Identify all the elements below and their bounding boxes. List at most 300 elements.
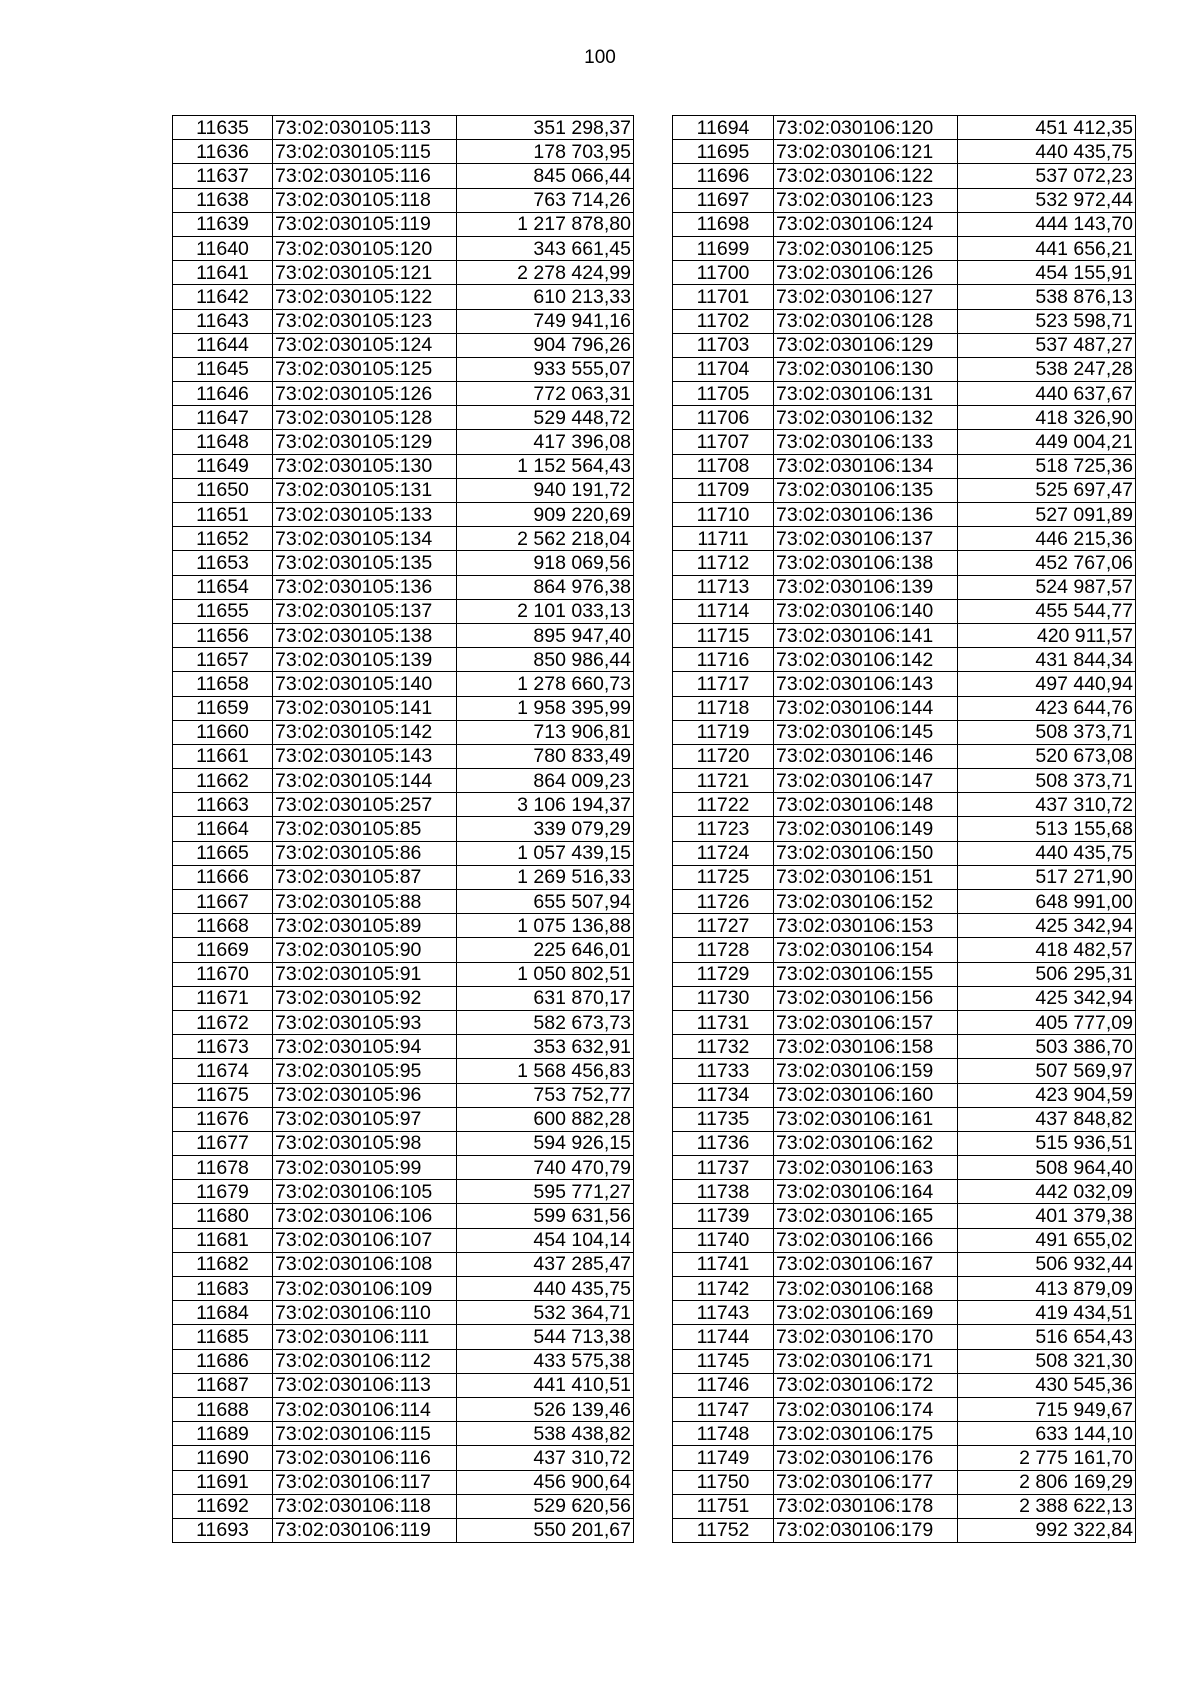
cadastral-value: 713 906,81 — [457, 720, 634, 744]
cadastral-value: 339 079,29 — [457, 817, 634, 841]
cadastral-number: 73:02:030105:124 — [273, 333, 457, 357]
cadastral-value: 933 555,07 — [457, 357, 634, 381]
cadastral-number: 73:02:030106:138 — [774, 551, 958, 575]
table-row — [173, 1156, 634, 1180]
row-number: 11707 — [673, 430, 774, 454]
cadastral-number: 73:02:030106:144 — [774, 696, 958, 720]
table-row — [673, 1373, 1136, 1397]
row-number: 11703 — [673, 333, 774, 357]
table-row — [673, 454, 1136, 478]
cadastral-number: 73:02:030105:85 — [273, 817, 457, 841]
row-number: 11716 — [673, 648, 774, 672]
cadastral-number: 73:02:030106:151 — [774, 865, 958, 889]
cadastral-value: 418 482,57 — [958, 938, 1136, 962]
table-row — [673, 261, 1136, 285]
cadastral-value: 582 673,73 — [457, 1010, 634, 1034]
cadastral-number: 73:02:030106:122 — [774, 164, 958, 188]
cadastral-value: 1 278 660,73 — [457, 672, 634, 696]
table-row — [673, 503, 1136, 527]
table-row — [173, 1349, 634, 1373]
cadastral-value: 1 075 136,88 — [457, 914, 634, 938]
cadastral-value: 351 298,37 — [457, 116, 634, 140]
cadastral-number: 73:02:030105:118 — [273, 188, 457, 212]
row-number: 11645 — [173, 357, 273, 381]
row-number: 11739 — [673, 1204, 774, 1228]
row-number: 11699 — [673, 236, 774, 260]
row-number: 11731 — [673, 1010, 774, 1034]
cadastral-number: 73:02:030105:86 — [273, 841, 457, 865]
table-row — [173, 841, 634, 865]
cadastral-value: 417 396,08 — [457, 430, 634, 454]
cadastral-number: 73:02:030105:89 — [273, 914, 457, 938]
cadastral-value: 455 544,77 — [958, 599, 1136, 623]
cadastral-value: 1 217 878,80 — [457, 212, 634, 236]
row-number: 11653 — [173, 551, 273, 575]
cadastral-number: 73:02:030106:176 — [774, 1446, 958, 1470]
cadastral-number: 73:02:030106:115 — [273, 1422, 457, 1446]
cadastral-value: 442 032,09 — [958, 1180, 1136, 1204]
cadastral-number: 73:02:030105:257 — [273, 793, 457, 817]
row-number: 11724 — [673, 841, 774, 865]
table-row — [673, 1059, 1136, 1083]
row-number: 11678 — [173, 1156, 273, 1180]
cadastral-number: 73:02:030106:160 — [774, 1083, 958, 1107]
cadastral-number: 73:02:030105:125 — [273, 357, 457, 381]
cadastral-value: 780 833,49 — [457, 744, 634, 768]
row-number: 11661 — [173, 744, 273, 768]
row-number: 11670 — [173, 962, 273, 986]
row-number: 11740 — [673, 1228, 774, 1252]
table-row — [173, 527, 634, 551]
cadastral-value: 515 936,51 — [958, 1131, 1136, 1155]
cadastral-value: 918 069,56 — [457, 551, 634, 575]
cadastral-value: 1 269 516,33 — [457, 865, 634, 889]
cadastral-number: 73:02:030106:156 — [774, 986, 958, 1010]
row-number: 11730 — [673, 986, 774, 1010]
table-row — [173, 1277, 634, 1301]
table-row — [673, 406, 1136, 430]
cadastral-value: 440 435,75 — [958, 841, 1136, 865]
table-row — [673, 986, 1136, 1010]
table-row — [673, 164, 1136, 188]
table-row — [173, 914, 634, 938]
cadastral-number: 73:02:030105:95 — [273, 1059, 457, 1083]
cadastral-value: 763 714,26 — [457, 188, 634, 212]
table-row — [173, 1518, 634, 1542]
cadastral-number: 73:02:030106:155 — [774, 962, 958, 986]
row-number: 11737 — [673, 1156, 774, 1180]
cadastral-number: 73:02:030105:122 — [273, 285, 457, 309]
table-row — [673, 1446, 1136, 1470]
table-row — [173, 623, 634, 647]
cadastral-number: 73:02:030105:116 — [273, 164, 457, 188]
cadastral-value: 1 057 439,15 — [457, 841, 634, 865]
cadastral-number: 73:02:030106:142 — [774, 648, 958, 672]
row-number: 11742 — [673, 1277, 774, 1301]
cadastral-number: 73:02:030105:134 — [273, 527, 457, 551]
table-row — [673, 648, 1136, 672]
table-row — [673, 623, 1136, 647]
cadastral-number: 73:02:030106:170 — [774, 1325, 958, 1349]
cadastral-table-left — [172, 115, 634, 1543]
cadastral-number: 73:02:030105:140 — [273, 672, 457, 696]
table-row — [173, 648, 634, 672]
cadastral-number: 73:02:030105:91 — [273, 962, 457, 986]
cadastral-value: 508 373,71 — [958, 720, 1136, 744]
row-number: 11748 — [673, 1422, 774, 1446]
table-row — [173, 236, 634, 260]
row-number: 11639 — [173, 212, 273, 236]
cadastral-value: 715 949,67 — [958, 1397, 1136, 1421]
cadastral-number: 73:02:030106:128 — [774, 309, 958, 333]
cadastral-value: 508 373,71 — [958, 769, 1136, 793]
table-row — [173, 1397, 634, 1421]
cadastral-number: 73:02:030105:130 — [273, 454, 457, 478]
cadastral-value: 599 631,56 — [457, 1204, 634, 1228]
cadastral-number: 73:02:030106:143 — [774, 672, 958, 696]
cadastral-number: 73:02:030106:129 — [774, 333, 958, 357]
cadastral-number: 73:02:030106:166 — [774, 1228, 958, 1252]
row-number: 11657 — [173, 648, 273, 672]
cadastral-value: 595 771,27 — [457, 1180, 634, 1204]
page-number: 100 — [584, 47, 616, 68]
row-number: 11745 — [673, 1349, 774, 1373]
cadastral-value: 864 976,38 — [457, 575, 634, 599]
cadastral-value: 441 410,51 — [457, 1373, 634, 1397]
cadastral-value: 517 271,90 — [958, 865, 1136, 889]
cadastral-number: 73:02:030106:178 — [774, 1494, 958, 1518]
row-number: 11648 — [173, 430, 273, 454]
row-number: 11706 — [673, 406, 774, 430]
cadastral-value: 895 947,40 — [457, 623, 634, 647]
row-number: 11672 — [173, 1010, 273, 1034]
row-number: 11741 — [673, 1252, 774, 1276]
cadastral-number: 73:02:030106:117 — [273, 1470, 457, 1494]
row-number: 11735 — [673, 1107, 774, 1131]
cadastral-number: 73:02:030105:99 — [273, 1156, 457, 1180]
table-row — [173, 382, 634, 406]
table-row — [673, 188, 1136, 212]
cadastral-number: 73:02:030106:107 — [273, 1228, 457, 1252]
row-number: 11665 — [173, 841, 273, 865]
cadastral-value: 538 438,82 — [457, 1422, 634, 1446]
row-number: 11710 — [673, 503, 774, 527]
row-number: 11747 — [673, 1397, 774, 1421]
cadastral-value: 550 201,67 — [457, 1518, 634, 1542]
cadastral-number: 73:02:030106:113 — [273, 1373, 457, 1397]
cadastral-value: 526 139,46 — [457, 1397, 634, 1421]
cadastral-value: 532 364,71 — [457, 1301, 634, 1325]
cadastral-number: 73:02:030106:141 — [774, 623, 958, 647]
table-row — [673, 1470, 1136, 1494]
cadastral-number: 73:02:030105:143 — [273, 744, 457, 768]
table-row — [173, 599, 634, 623]
cadastral-value: 940 191,72 — [457, 478, 634, 502]
cadastral-number: 73:02:030106:159 — [774, 1059, 958, 1083]
cadastral-number: 73:02:030106:111 — [273, 1325, 457, 1349]
table-row — [173, 672, 634, 696]
cadastral-value: 1 152 564,43 — [457, 454, 634, 478]
cadastral-number: 73:02:030106:108 — [273, 1252, 457, 1276]
cadastral-number: 73:02:030106:139 — [774, 575, 958, 599]
table-row — [673, 696, 1136, 720]
cadastral-value: 850 986,44 — [457, 648, 634, 672]
cadastral-value: 441 656,21 — [958, 236, 1136, 260]
cadastral-value: 405 777,09 — [958, 1010, 1136, 1034]
table-row — [673, 744, 1136, 768]
row-number: 11663 — [173, 793, 273, 817]
row-number: 11733 — [673, 1059, 774, 1083]
cadastral-value: 544 713,38 — [457, 1325, 634, 1349]
row-number: 11744 — [673, 1325, 774, 1349]
row-number: 11691 — [173, 1470, 273, 1494]
cadastral-value: 353 632,91 — [457, 1035, 634, 1059]
table-row — [673, 212, 1136, 236]
cadastral-number: 73:02:030106:116 — [273, 1446, 457, 1470]
cadastral-value: 2 562 218,04 — [457, 527, 634, 551]
table-row — [673, 1277, 1136, 1301]
row-number: 11722 — [673, 793, 774, 817]
row-number: 11640 — [173, 236, 273, 260]
cadastral-number: 73:02:030105:129 — [273, 430, 457, 454]
cadastral-value: 2 278 424,99 — [457, 261, 634, 285]
row-number: 11685 — [173, 1325, 273, 1349]
cadastral-value: 423 904,59 — [958, 1083, 1136, 1107]
cadastral-value: 449 004,21 — [958, 430, 1136, 454]
table-row — [173, 1228, 634, 1252]
cadastral-number: 73:02:030106:149 — [774, 817, 958, 841]
row-number: 11752 — [673, 1518, 774, 1542]
row-number: 11664 — [173, 817, 273, 841]
table-row — [673, 309, 1136, 333]
table-row — [173, 938, 634, 962]
cadastral-number: 73:02:030106:177 — [774, 1470, 958, 1494]
cadastral-value: 631 870,17 — [457, 986, 634, 1010]
cadastral-value: 529 448,72 — [457, 406, 634, 430]
cadastral-number: 73:02:030106:136 — [774, 503, 958, 527]
row-number: 11712 — [673, 551, 774, 575]
table-row — [173, 1083, 634, 1107]
cadastral-number: 73:02:030106:127 — [774, 285, 958, 309]
cadastral-value: 507 569,97 — [958, 1059, 1136, 1083]
cadastral-number: 73:02:030106:146 — [774, 744, 958, 768]
table-row — [673, 1180, 1136, 1204]
table-row — [173, 309, 634, 333]
table-row — [173, 769, 634, 793]
table-row — [673, 914, 1136, 938]
table-row — [173, 1107, 634, 1131]
row-number: 11649 — [173, 454, 273, 478]
row-number: 11721 — [673, 769, 774, 793]
row-number: 11668 — [173, 914, 273, 938]
table-row — [173, 357, 634, 381]
cadastral-value: 225 646,01 — [457, 938, 634, 962]
cadastral-value: 537 487,27 — [958, 333, 1136, 357]
cadastral-value: 454 104,14 — [457, 1228, 634, 1252]
row-number: 11680 — [173, 1204, 273, 1228]
row-number: 11749 — [673, 1446, 774, 1470]
row-number: 11701 — [673, 285, 774, 309]
table-row — [673, 116, 1136, 140]
row-number: 11676 — [173, 1107, 273, 1131]
table-row — [173, 1204, 634, 1228]
row-number: 11650 — [173, 478, 273, 502]
table-row — [673, 357, 1136, 381]
row-number: 11687 — [173, 1373, 273, 1397]
table-row — [173, 478, 634, 502]
cadastral-number: 73:02:030105:128 — [273, 406, 457, 430]
cadastral-number: 73:02:030105:139 — [273, 648, 457, 672]
cadastral-number: 73:02:030105:119 — [273, 212, 457, 236]
row-number: 11655 — [173, 599, 273, 623]
cadastral-number: 73:02:030106:114 — [273, 1397, 457, 1421]
row-number: 11718 — [673, 696, 774, 720]
cadastral-number: 73:02:030105:136 — [273, 575, 457, 599]
cadastral-value: 446 215,36 — [958, 527, 1136, 551]
cadastral-value: 520 673,08 — [958, 744, 1136, 768]
cadastral-number: 73:02:030106:169 — [774, 1301, 958, 1325]
row-number: 11658 — [173, 672, 273, 696]
cadastral-number: 73:02:030105:131 — [273, 478, 457, 502]
row-number: 11698 — [673, 212, 774, 236]
row-number: 11693 — [173, 1518, 273, 1542]
cadastral-number: 73:02:030106:126 — [774, 261, 958, 285]
cadastral-value: 516 654,43 — [958, 1325, 1136, 1349]
cadastral-number: 73:02:030105:123 — [273, 309, 457, 333]
row-number: 11695 — [673, 140, 774, 164]
cadastral-value: 655 507,94 — [457, 890, 634, 914]
cadastral-value: 418 326,90 — [958, 406, 1136, 430]
cadastral-number: 73:02:030106:162 — [774, 1131, 958, 1155]
table-row — [673, 1107, 1136, 1131]
cadastral-value: 845 066,44 — [457, 164, 634, 188]
table-row — [673, 1422, 1136, 1446]
cadastral-value: 431 844,34 — [958, 648, 1136, 672]
cadastral-value: 529 620,56 — [457, 1494, 634, 1518]
row-number: 11652 — [173, 527, 273, 551]
table-row — [673, 236, 1136, 260]
cadastral-number: 73:02:030105:93 — [273, 1010, 457, 1034]
cadastral-number: 73:02:030106:161 — [774, 1107, 958, 1131]
cadastral-value: 413 879,09 — [958, 1277, 1136, 1301]
table-row — [173, 1470, 634, 1494]
table-row — [173, 1131, 634, 1155]
table-row — [673, 1228, 1136, 1252]
cadastral-value: 401 379,38 — [958, 1204, 1136, 1228]
cadastral-number: 73:02:030105:97 — [273, 1107, 457, 1131]
cadastral-number: 73:02:030106:174 — [774, 1397, 958, 1421]
row-number: 11641 — [173, 261, 273, 285]
row-number: 11638 — [173, 188, 273, 212]
table-row — [673, 1083, 1136, 1107]
cadastral-number: 73:02:030106:175 — [774, 1422, 958, 1446]
table-row — [673, 793, 1136, 817]
row-number: 11697 — [673, 188, 774, 212]
cadastral-number: 73:02:030106:171 — [774, 1349, 958, 1373]
row-number: 11746 — [673, 1373, 774, 1397]
cadastral-number: 73:02:030105:115 — [273, 140, 457, 164]
row-number: 11684 — [173, 1301, 273, 1325]
cadastral-number: 73:02:030105:141 — [273, 696, 457, 720]
cadastral-value: 451 412,35 — [958, 116, 1136, 140]
row-number: 11704 — [673, 357, 774, 381]
cadastral-value: 527 091,89 — [958, 503, 1136, 527]
row-number: 11700 — [673, 261, 774, 285]
row-number: 11705 — [673, 382, 774, 406]
cadastral-number: 73:02:030106:134 — [774, 454, 958, 478]
cadastral-number: 73:02:030105:120 — [273, 236, 457, 260]
cadastral-number: 73:02:030106:121 — [774, 140, 958, 164]
cadastral-value: 452 767,06 — [958, 551, 1136, 575]
row-number: 11674 — [173, 1059, 273, 1083]
cadastral-value: 740 470,79 — [457, 1156, 634, 1180]
cadastral-value: 2 101 033,13 — [457, 599, 634, 623]
cadastral-number: 73:02:030105:142 — [273, 720, 457, 744]
cadastral-value: 749 941,16 — [457, 309, 634, 333]
row-number: 11696 — [673, 164, 774, 188]
table-row — [673, 1325, 1136, 1349]
row-number: 11750 — [673, 1470, 774, 1494]
table-row — [173, 1494, 634, 1518]
cadastral-value: 513 155,68 — [958, 817, 1136, 841]
cadastral-number: 73:02:030105:137 — [273, 599, 457, 623]
cadastral-value: 538 876,13 — [958, 285, 1136, 309]
cadastral-value: 2 775 161,70 — [958, 1446, 1136, 1470]
row-number: 11643 — [173, 309, 273, 333]
cadastral-value: 2 806 169,29 — [958, 1470, 1136, 1494]
cadastral-number: 73:02:030106:120 — [774, 116, 958, 140]
table-row — [673, 865, 1136, 889]
cadastral-value: 864 009,23 — [457, 769, 634, 793]
cadastral-number: 73:02:030106:140 — [774, 599, 958, 623]
table-row — [673, 672, 1136, 696]
cadastral-value: 430 545,36 — [958, 1373, 1136, 1397]
cadastral-value: 440 435,75 — [457, 1277, 634, 1301]
table-row — [173, 454, 634, 478]
table-row — [673, 527, 1136, 551]
cadastral-number: 73:02:030106:150 — [774, 841, 958, 865]
cadastral-value: 594 926,15 — [457, 1131, 634, 1155]
cadastral-value: 2 388 622,13 — [958, 1494, 1136, 1518]
table-row — [173, 116, 634, 140]
row-number: 11675 — [173, 1083, 273, 1107]
row-number: 11677 — [173, 1131, 273, 1155]
cadastral-number: 73:02:030106:106 — [273, 1204, 457, 1228]
cadastral-number: 73:02:030105:88 — [273, 890, 457, 914]
cadastral-number: 73:02:030106:158 — [774, 1035, 958, 1059]
cadastral-value: 433 575,38 — [457, 1349, 634, 1373]
cadastral-value: 420 911,57 — [958, 623, 1136, 647]
cadastral-number: 73:02:030106:119 — [273, 1518, 457, 1542]
table-row — [673, 478, 1136, 502]
table-row — [173, 285, 634, 309]
table-row — [173, 212, 634, 236]
cadastral-value: 610 213,33 — [457, 285, 634, 309]
row-number: 11734 — [673, 1083, 774, 1107]
table-row — [173, 865, 634, 889]
cadastral-value: 423 644,76 — [958, 696, 1136, 720]
cadastral-value: 503 386,70 — [958, 1035, 1136, 1059]
table-row — [673, 962, 1136, 986]
cadastral-number: 73:02:030106:147 — [774, 769, 958, 793]
cadastral-number: 73:02:030105:96 — [273, 1083, 457, 1107]
cadastral-number: 73:02:030106:179 — [774, 1518, 958, 1542]
cadastral-value: 454 155,91 — [958, 261, 1136, 285]
row-number: 11711 — [673, 527, 774, 551]
row-number: 11729 — [673, 962, 774, 986]
cadastral-value: 904 796,26 — [457, 333, 634, 357]
cadastral-number: 73:02:030106:153 — [774, 914, 958, 938]
